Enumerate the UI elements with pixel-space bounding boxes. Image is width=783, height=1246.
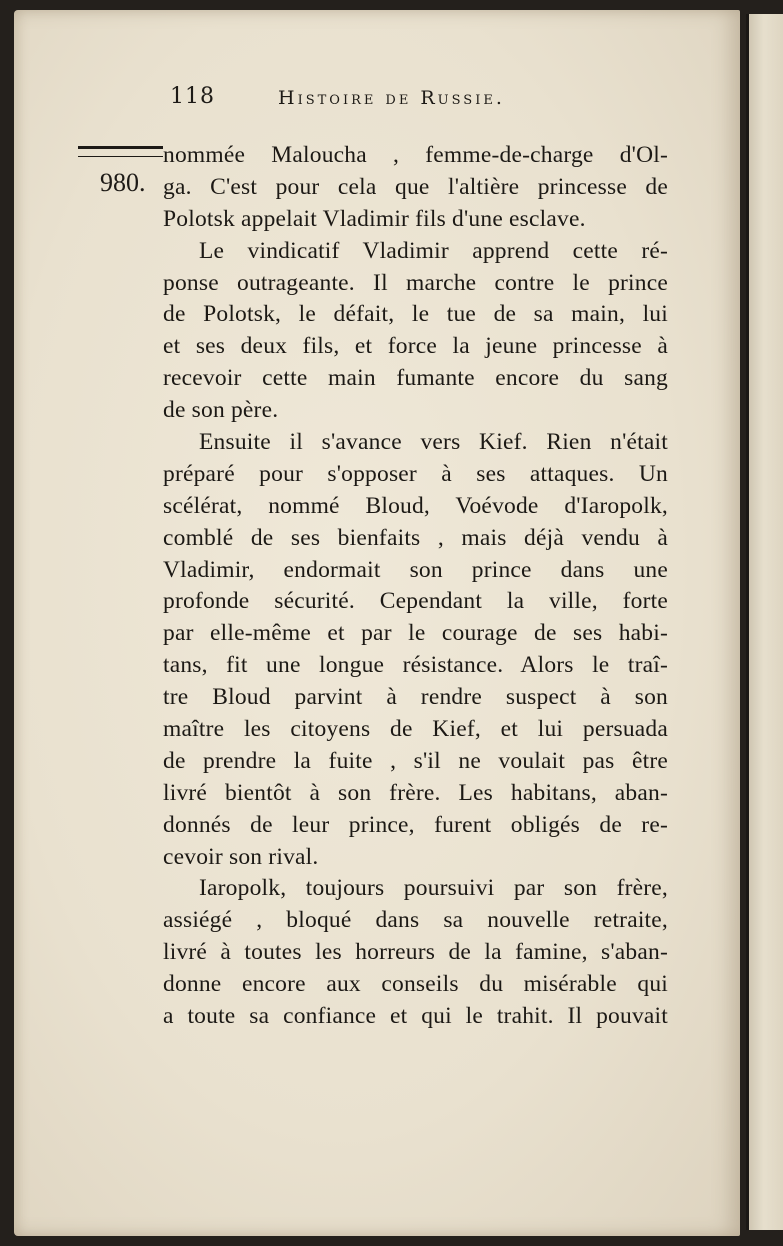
facing-page-edge: [746, 14, 783, 1230]
body-text: [163, 140, 668, 1033]
text-line: comblé de ses bienfaits , mais déjà vendu à: [163, 524, 668, 551]
text-line: assiégé , bloqué dans sa nouvelle retraite,: [163, 907, 668, 934]
paragraph-3: [163, 427, 668, 873]
text-line: tans, fit une longue résistance. Alors le traî-: [163, 652, 668, 679]
text-line: Ensuite il s'avance vers Kief. Rien n'était: [199, 429, 668, 456]
text-line: livré à toutes les horreurs de la famine, s'aban-: [163, 939, 668, 966]
text-line: profonde sécurité. Cependant la ville, forte: [163, 588, 668, 615]
text-line: donne encore aux conseils du misérable qui: [163, 971, 668, 998]
text-line: par elle-même et par le courage de ses habi-: [163, 620, 668, 647]
text-line: de prendre la fuite , s'il ne voulait pas être: [163, 747, 668, 774]
paragraph-2: [163, 236, 668, 427]
text-line: de Polotsk, le défait, le tue de sa main, lui: [163, 301, 668, 328]
text-line: a toute sa confiance et qui le trahit. Il pouvait: [163, 1003, 668, 1030]
text-line: recevoir cette main fumante encore du sang: [163, 365, 668, 392]
text-line: Polotsk appelait Vladimir fils d'une esclave.: [163, 205, 586, 232]
text-line: nommée Maloucha , femme-de-charge d'Ol-: [163, 142, 668, 168]
text-line: préparé pour s'opposer à ses attaques. Un: [163, 460, 668, 487]
text-line: Le vindicatif Vladimir apprend cette ré-: [199, 237, 668, 264]
text-line: Iaropolk, toujours poursuivi par son frère,: [199, 875, 668, 902]
text-line: tre Bloud parvint à rendre suspect à son: [163, 684, 668, 711]
text-line: donnés de leur prince, furent obligés de re-: [163, 811, 668, 838]
text-line: livré bientôt à son frère. Les habitans, aban-: [163, 779, 668, 806]
text-line: maître les citoyens de Kief, et lui persuada: [163, 716, 668, 743]
text-line: et ses deux fils, et force la jeune princesse à: [163, 333, 668, 360]
text-line: scélérat, nommé Bloud, Voévode d'Iaropolk,: [163, 492, 668, 519]
page-number: 118: [170, 84, 215, 109]
text-line: de son père.: [163, 397, 279, 424]
text-line: ga. C'est pour cela que l'altière princesse de: [163, 173, 668, 200]
paragraph-1: [163, 140, 668, 236]
marginal-rule: [78, 146, 163, 157]
text-line: Vladimir, endormait son prince dans une: [163, 556, 668, 583]
paragraph-4: [163, 873, 668, 1032]
text-line: cevoir son rival.: [163, 843, 319, 870]
running-title: Histoire de Russie.: [278, 87, 505, 109]
margin-year-note: 980.: [100, 168, 146, 197]
text-line: ponse outrageante. Il marche contre le prince: [163, 269, 668, 296]
